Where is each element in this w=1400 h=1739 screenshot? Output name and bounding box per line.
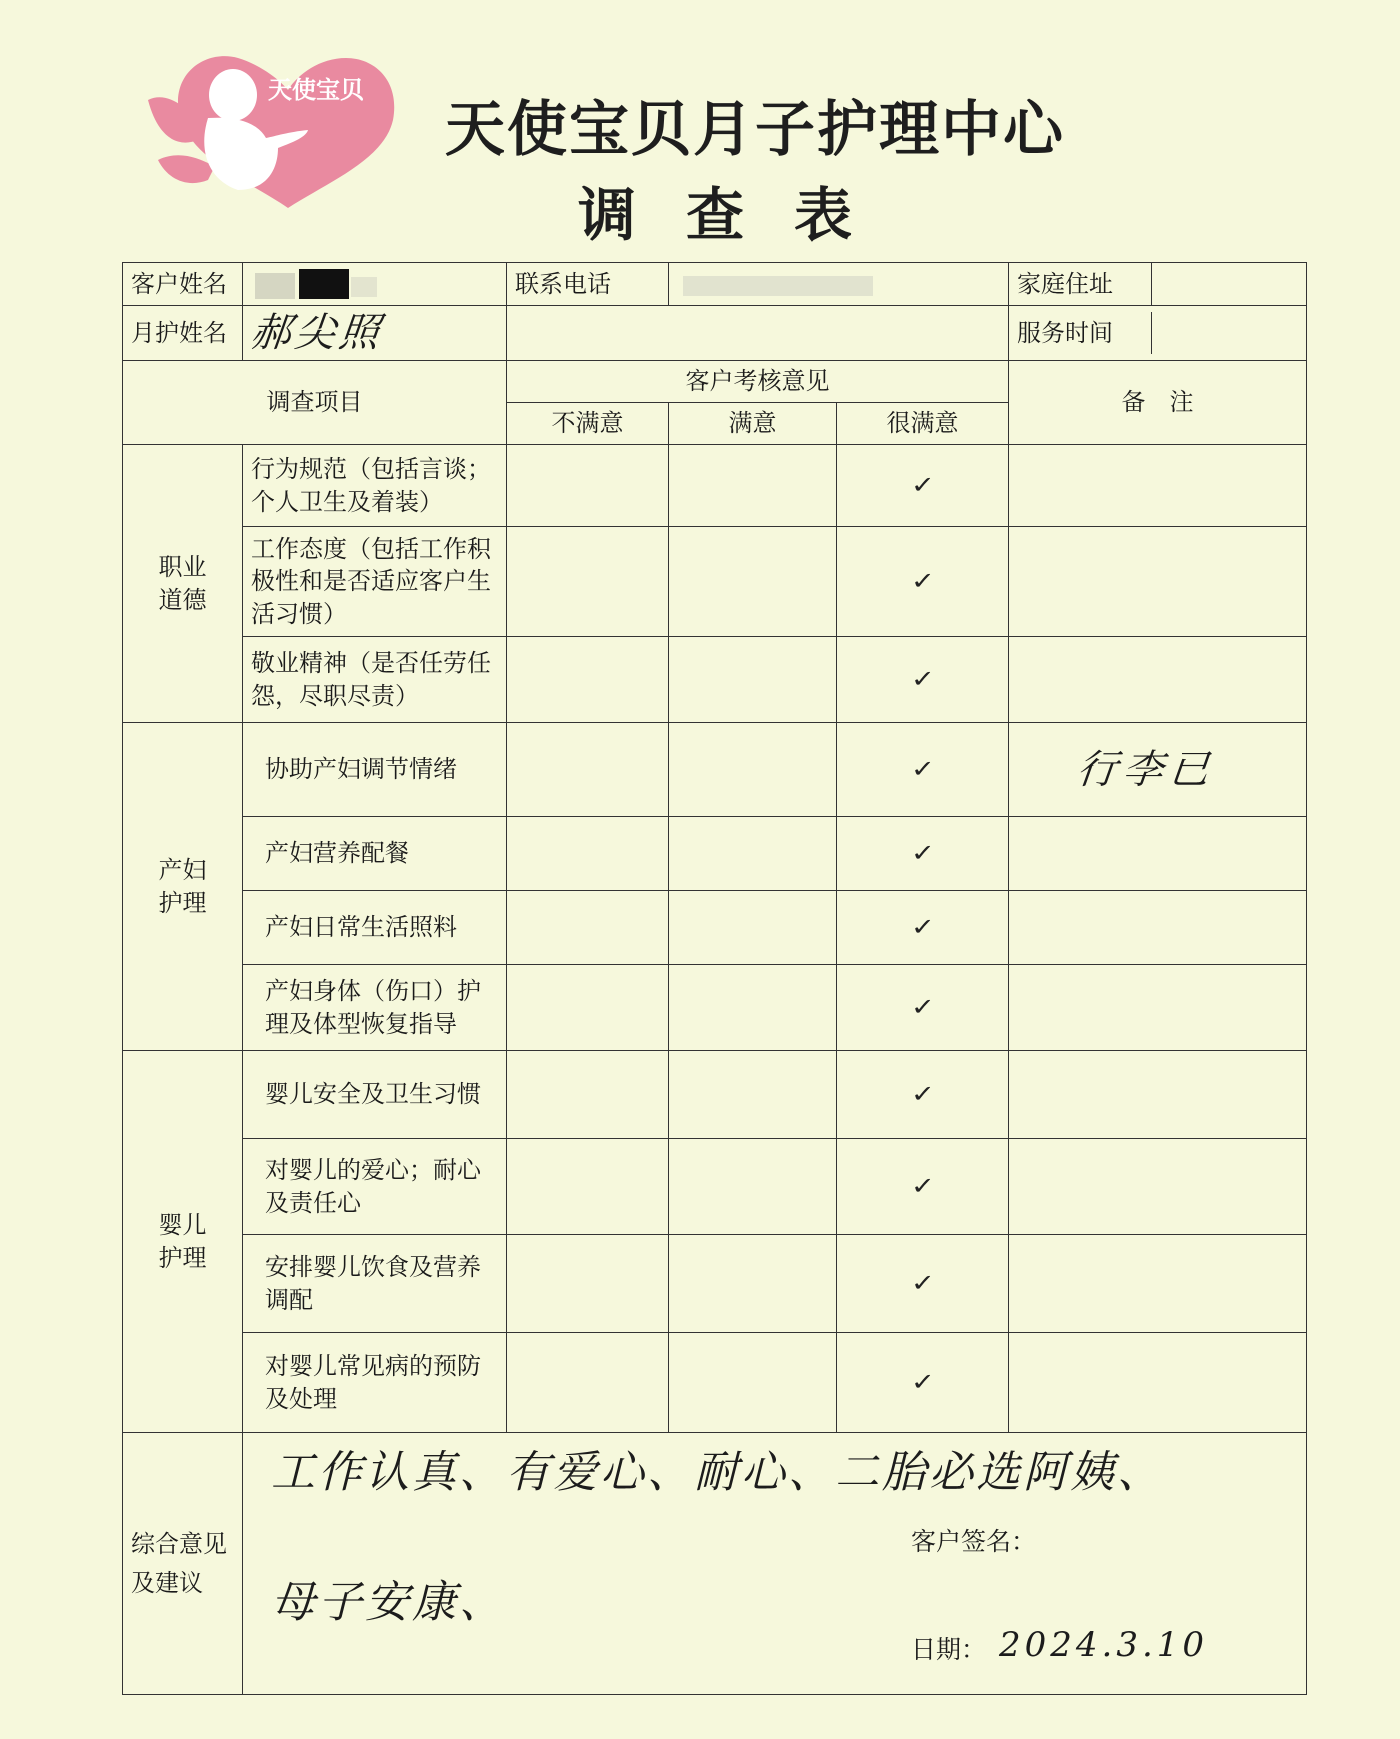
customer-name-value xyxy=(243,263,507,306)
very-satisfied-cell[interactable] xyxy=(819,723,1025,817)
survey-item-label: 工作态度（包括工作积极性和是否适应客户生活习惯） xyxy=(243,527,507,637)
remark-cell xyxy=(1009,817,1307,891)
address-cell xyxy=(1009,263,1307,306)
survey-item-label: 婴儿安全及卫生习惯 xyxy=(243,1051,507,1139)
category-label: 婴儿 护理 xyxy=(123,1051,243,1433)
checkmark: ✓ xyxy=(910,913,935,942)
very-satisfied-cell[interactable] xyxy=(819,445,1025,527)
checkmark: ✓ xyxy=(910,471,935,500)
survey-item-label: 安排婴儿饮食及营养调配 xyxy=(243,1235,507,1333)
survey-table xyxy=(122,262,1307,1695)
customer-name-label: 客户姓名 xyxy=(123,263,243,306)
checkmark: ✓ xyxy=(910,1269,935,1298)
remark-cell xyxy=(1009,1333,1307,1433)
remark-cell xyxy=(1009,891,1307,965)
survey-item-header: 调查项目 xyxy=(123,361,507,445)
page-title: 天使宝贝月子护理中心 xyxy=(445,95,1065,165)
remark-cell xyxy=(1009,527,1307,637)
signature-label: 客户签名： xyxy=(911,1527,1037,1556)
survey-item-label: 对婴儿常见病的预防及处理 xyxy=(243,1333,507,1433)
summary-text-line2: 母子安康、 xyxy=(271,1577,506,1628)
survey-item-label: 行为规范（包括言谈；个人卫生及着装） xyxy=(243,445,507,527)
nurse-name-value: 郝尖照 xyxy=(248,310,386,356)
remark-handwriting: 行李已 xyxy=(1074,746,1218,793)
checkmark: ✓ xyxy=(910,1368,935,1397)
service-time-cell xyxy=(1009,306,1307,361)
very-satisfied-cell[interactable] xyxy=(819,817,1025,891)
very-satisfied-cell[interactable] xyxy=(819,965,1025,1051)
survey-item-label: 敬业精神（是否任劳任怨，尽职尽责） xyxy=(243,637,507,723)
phone-label: 联系电话 xyxy=(507,263,669,306)
very-satisfied-header: 很满意 xyxy=(837,403,1009,445)
survey-item-label: 产妇日常生活照料 xyxy=(243,891,507,965)
remark-cell xyxy=(1009,1051,1307,1139)
satisfied-header: 满意 xyxy=(669,403,837,445)
remark-cell xyxy=(1009,723,1307,817)
survey-item-label: 对婴儿的爱心；耐心及责任心 xyxy=(243,1139,507,1235)
remark-cell xyxy=(1009,1139,1307,1235)
nurse-name-label: 月护姓名 xyxy=(123,306,243,361)
very-satisfied-cell[interactable] xyxy=(819,527,1025,637)
phone-value xyxy=(669,263,1009,306)
checkmark: ✓ xyxy=(910,665,935,694)
very-satisfied-cell[interactable] xyxy=(819,1235,1025,1333)
checkmark: ✓ xyxy=(910,755,935,784)
checkmark: ✓ xyxy=(910,1080,935,1109)
remarks-header: 备 注 xyxy=(1009,361,1307,445)
survey-item-label: 产妇身体（伤口）护理及体型恢复指导 xyxy=(243,965,507,1051)
very-satisfied-cell[interactable] xyxy=(819,1333,1025,1433)
redacted-phone-image xyxy=(677,270,897,300)
address-label: 家庭住址 xyxy=(1009,263,1152,305)
nurse-blank xyxy=(507,306,1009,361)
survey-item-label: 产妇营养配餐 xyxy=(243,817,507,891)
category-label: 职业 道德 xyxy=(123,445,243,723)
date-label: 日期： xyxy=(911,1635,987,1664)
logo-text: 天使宝贝 xyxy=(268,76,364,104)
checkmark: ✓ xyxy=(910,993,935,1022)
checkmark: ✓ xyxy=(910,567,935,596)
redacted-name-image xyxy=(251,267,381,301)
assessment-header: 客户考核意见 xyxy=(507,361,1009,403)
checkmark: ✓ xyxy=(910,1172,935,1201)
summary-cell xyxy=(243,1433,1307,1695)
page-subtitle: 调查表 xyxy=(577,181,902,249)
very-satisfied-cell[interactable] xyxy=(819,891,1025,965)
unsatisfied-header: 不满意 xyxy=(507,403,669,445)
summary-text-line1: 工作认真、有爱心、耐心、二胎必选阿姨、 xyxy=(271,1447,1164,1498)
category-label: 产妇 护理 xyxy=(123,723,243,1051)
summary-label: 综合意见 及建议 xyxy=(123,1433,243,1695)
very-satisfied-cell[interactable] xyxy=(819,1051,1025,1139)
remark-cell xyxy=(1009,965,1307,1051)
nurse-name-cell xyxy=(243,306,507,361)
service-time-value xyxy=(1152,312,1307,354)
checkmark: ✓ xyxy=(910,839,935,868)
address-value xyxy=(1152,263,1307,305)
very-satisfied-cell[interactable] xyxy=(819,637,1025,723)
very-satisfied-cell[interactable] xyxy=(819,1139,1025,1235)
survey-item-label: 协助产妇调节情绪 xyxy=(243,723,507,817)
remark-cell xyxy=(1009,637,1307,723)
date-value: 2024.3.10 xyxy=(999,1625,1209,1665)
remark-cell xyxy=(1009,445,1307,527)
service-time-label: 服务时间 xyxy=(1009,312,1152,354)
remark-cell xyxy=(1009,1235,1307,1333)
